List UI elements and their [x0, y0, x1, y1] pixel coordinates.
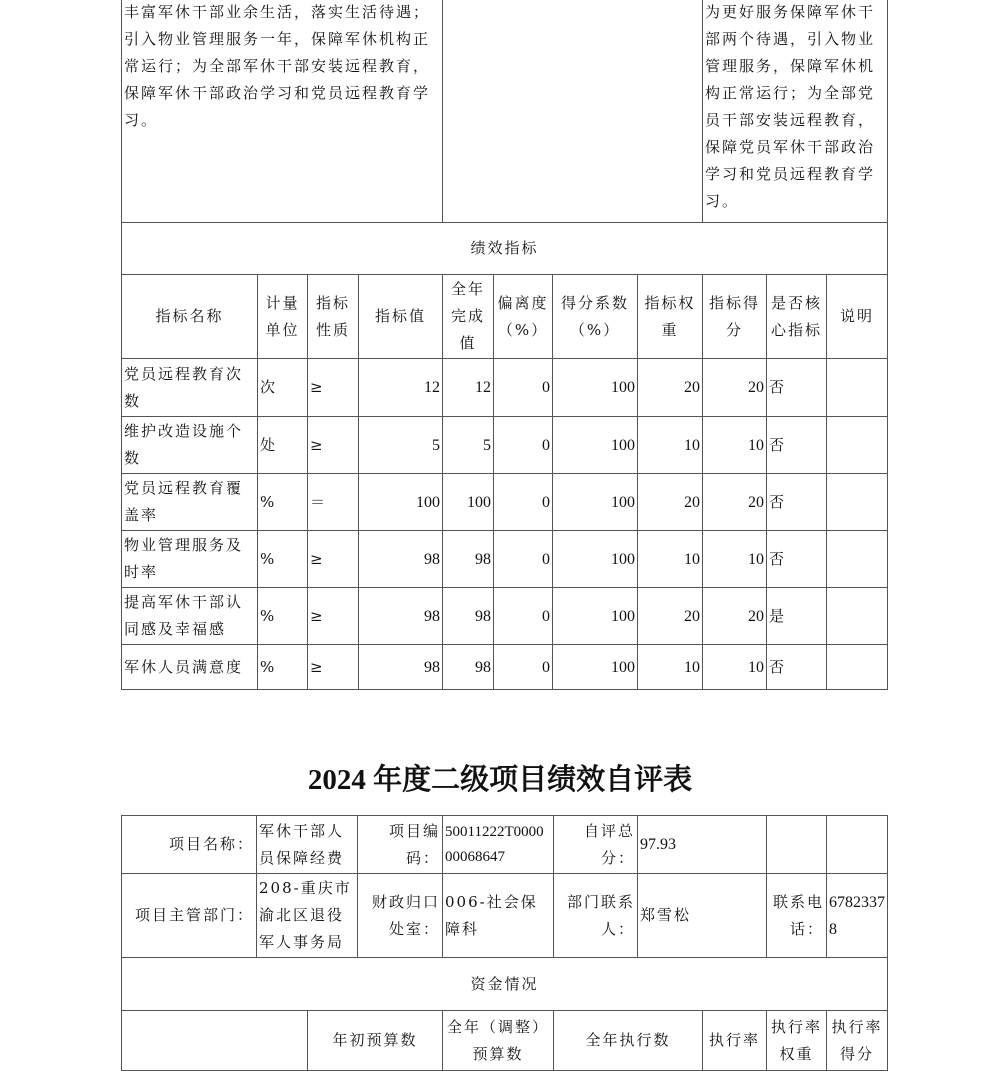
indicator-note — [827, 417, 888, 474]
indicator-nature: ≥ — [308, 588, 359, 645]
project-name-value: 军休干部人员保障经费 — [257, 816, 358, 874]
indicator-target: 5 — [359, 417, 443, 474]
header-actual: 全年完成值 — [443, 275, 494, 359]
indicator-score: 20 — [703, 359, 767, 417]
header-target: 指标值 — [359, 275, 443, 359]
section-title-row — [122, 223, 888, 275]
indicator-weight: 20 — [638, 359, 703, 417]
header-score: 指标得分 — [703, 275, 767, 359]
indicator-deviation: 0 — [494, 474, 553, 531]
indicator-row — [122, 417, 888, 474]
indicator-unit: % — [258, 474, 308, 531]
contact-value: 郑雪松 — [638, 874, 767, 958]
indicator-row — [122, 645, 888, 690]
indicator-score: 20 — [703, 588, 767, 645]
indicator-actual: 98 — [443, 645, 494, 690]
phone-value: 67823378 — [827, 874, 888, 958]
indicator-core: 否 — [767, 531, 827, 588]
indicator-weight: 10 — [638, 645, 703, 690]
section-title: 绩效指标 — [122, 223, 888, 275]
empty-cell — [767, 816, 827, 874]
finance-value: 006-社会保障科 — [443, 874, 554, 958]
project-info-table — [121, 815, 888, 1071]
funding-header-executed: 全年执行数 — [554, 1011, 703, 1071]
header-coefficient: 得分系数（%） — [553, 275, 638, 359]
funding-header-rate-score: 执行率得分 — [827, 1011, 888, 1071]
indicator-name: 党员远程教育次数 — [122, 359, 258, 417]
funding-title: 资金情况 — [122, 958, 888, 1011]
header-deviation: 偏离度（%） — [494, 275, 553, 359]
goal-text-right: 为更好服务保障军休干部两个待遇，引入物业管理服务，保障军休机构正常运行；为全部党员干部安装远程教育，保障党员军休干部政治学习和党员远程教育学习。 — [703, 0, 888, 223]
indicator-note — [827, 359, 888, 417]
indicator-name: 提高军休干部认同感及幸福感 — [122, 588, 258, 645]
goal-text-left: 丰富军休干部业余生活，落实生活待遇；引入物业管理服务一年，保障军休机构正常运行；为全部军休干部安装远程教育，保障军休干部政治学习和党员远程教育学习。 — [122, 0, 443, 223]
indicator-core: 否 — [767, 359, 827, 417]
indicator-weight: 10 — [638, 417, 703, 474]
header-indicator-name: 指标名称 — [122, 275, 258, 359]
indicator-deviation: 0 — [494, 588, 553, 645]
indicator-actual: 100 — [443, 474, 494, 531]
indicator-score: 20 — [703, 474, 767, 531]
contact-label: 部门联系人： — [554, 874, 638, 958]
indicator-nature: ≥ — [308, 417, 359, 474]
indicator-name: 军休人员满意度 — [122, 645, 258, 690]
project-code-value: 50011222T000000068647 — [443, 816, 554, 874]
indicator-deviation: 0 — [494, 645, 553, 690]
indicator-target: 98 — [359, 588, 443, 645]
indicator-unit: % — [258, 531, 308, 588]
indicator-name: 维护改造设施个数 — [122, 417, 258, 474]
indicator-target: 98 — [359, 645, 443, 690]
goal-text-middle — [443, 0, 703, 223]
funding-header-adjusted-budget: 全年（调整）预算数 — [443, 1011, 554, 1071]
indicator-actual: 98 — [443, 531, 494, 588]
indicator-actual: 98 — [443, 588, 494, 645]
funding-header-initial-budget: 年初预算数 — [308, 1011, 443, 1071]
indicator-weight: 10 — [638, 531, 703, 588]
indicator-core: 否 — [767, 417, 827, 474]
header-unit: 计量单位 — [258, 275, 308, 359]
indicator-coefficient: 100 — [553, 417, 638, 474]
indicator-core: 否 — [767, 645, 827, 690]
indicator-row — [122, 359, 888, 417]
indicator-note — [827, 645, 888, 690]
form-title: 2024 年度二级项目绩效自评表 — [307, 764, 693, 796]
indicator-coefficient: 100 — [553, 588, 638, 645]
self-score-label: 自评总分： — [554, 816, 638, 874]
indicator-row — [122, 588, 888, 645]
project-code-label: 项目编码： — [358, 816, 443, 874]
project-row-2 — [122, 874, 888, 958]
indicator-coefficient: 100 — [553, 645, 638, 690]
indicator-score: 10 — [703, 531, 767, 588]
header-nature: 指标性质 — [308, 275, 359, 359]
indicator-weight: 20 — [638, 588, 703, 645]
indicator-header-row — [122, 275, 888, 359]
indicator-unit: 处 — [258, 417, 308, 474]
indicator-coefficient: 100 — [553, 531, 638, 588]
indicator-note — [827, 531, 888, 588]
indicator-actual: 12 — [443, 359, 494, 417]
indicator-deviation: 0 — [494, 417, 553, 474]
funding-title-row — [122, 958, 888, 1011]
indicator-weight: 20 — [638, 474, 703, 531]
self-score-value: 97.93 — [638, 816, 767, 874]
indicator-note — [827, 474, 888, 531]
funding-header-blank — [122, 1011, 308, 1071]
indicator-nature: ≥ — [308, 645, 359, 690]
funding-header-rate-weight: 执行率权重 — [767, 1011, 827, 1071]
indicator-deviation: 0 — [494, 359, 553, 417]
indicator-target: 100 — [359, 474, 443, 531]
indicator-unit: % — [258, 645, 308, 690]
goal-row — [122, 0, 888, 223]
header-weight: 指标权重 — [638, 275, 703, 359]
indicator-target: 98 — [359, 531, 443, 588]
indicator-name: 物业管理服务及时率 — [122, 531, 258, 588]
indicator-deviation: 0 — [494, 531, 553, 588]
indicator-score: 10 — [703, 417, 767, 474]
funding-header-exec-rate: 执行率 — [703, 1011, 767, 1071]
indicator-nature: ＝ — [308, 474, 359, 531]
project-row-1 — [122, 816, 888, 874]
header-note: 说明 — [827, 275, 888, 359]
empty-cell — [827, 816, 888, 874]
header-core: 是否核心指标 — [767, 275, 827, 359]
indicator-row — [122, 474, 888, 531]
phone-label: 联系电话： — [767, 874, 827, 958]
finance-label: 财政归口处室： — [358, 874, 443, 958]
indicator-nature: ≥ — [308, 531, 359, 588]
indicator-coefficient: 100 — [553, 474, 638, 531]
funding-header-row — [122, 1011, 888, 1071]
indicator-target: 12 — [359, 359, 443, 417]
indicator-unit: % — [258, 588, 308, 645]
indicator-score: 10 — [703, 645, 767, 690]
dept-label: 项目主管部门： — [122, 874, 257, 958]
indicator-name: 党员远程教育覆盖率 — [122, 474, 258, 531]
performance-indicator-table — [121, 0, 888, 690]
project-name-label: 项目名称： — [122, 816, 257, 874]
indicator-row — [122, 531, 888, 588]
indicator-core: 是 — [767, 588, 827, 645]
indicator-core: 否 — [767, 474, 827, 531]
dept-value: 208-重庆市渝北区退役军人事务局 — [257, 874, 358, 958]
indicator-note — [827, 588, 888, 645]
indicator-actual: 5 — [443, 417, 494, 474]
indicator-nature: ≥ — [308, 359, 359, 417]
indicator-unit: 次 — [258, 359, 308, 417]
indicator-coefficient: 100 — [553, 359, 638, 417]
